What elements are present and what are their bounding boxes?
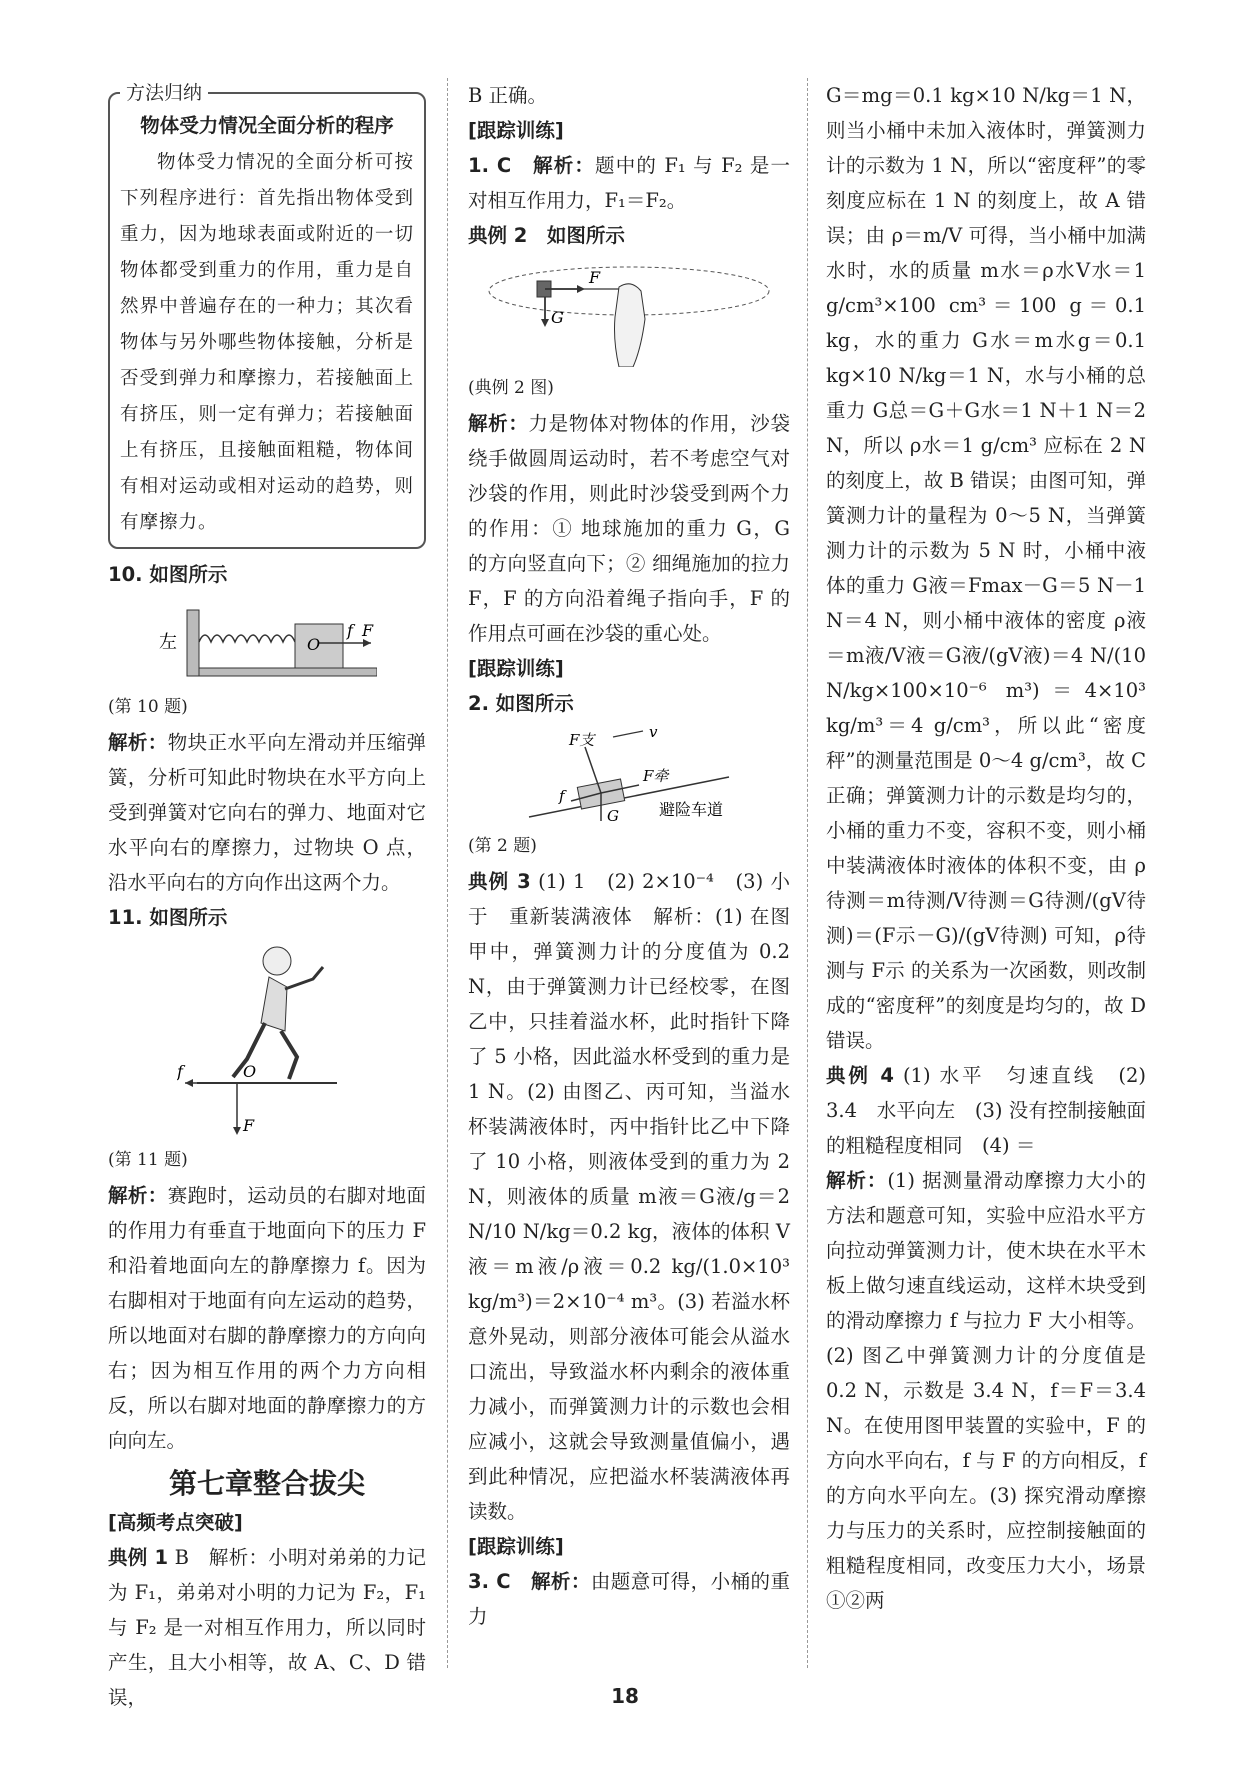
example2-analysis-label: 解析：	[468, 412, 529, 435]
q10-analysis-text: 物块正水平向左滑动并压缩弹簧，分析可知此时物块在水平方向上受到弹簧对它向右的弹力、地面对它水平向右的摩擦力，过物块 O 点，沿水平向右的方向作出这两个力。	[108, 731, 426, 894]
q10-label-left: 左	[159, 632, 177, 653]
q10-label-o: O	[307, 635, 321, 654]
q11-label-o: O	[243, 1062, 257, 1081]
q10-figure	[157, 596, 377, 686]
track-label-2: [跟踪训练]	[468, 657, 564, 680]
chapter-title: 第七章整合拔尖	[168, 1467, 365, 1500]
example2-heading: 典例 2 如图所示	[468, 224, 625, 247]
track2-label-f: f	[559, 787, 565, 805]
column-divider-2	[807, 78, 808, 1668]
page-number: 18	[611, 1684, 639, 1708]
q10-analysis-label: 解析：	[108, 731, 168, 754]
example4	[826, 1058, 1146, 1163]
q11-runner-arm	[285, 967, 323, 989]
track2-figure	[509, 725, 749, 825]
example2-caption: (典例 2 图)	[468, 378, 554, 398]
q10-label-F: F	[362, 621, 374, 640]
example2-label-F: F	[589, 268, 601, 287]
column-right	[826, 78, 1146, 1618]
example4-label: 典例 4	[826, 1064, 894, 1087]
q11-analysis-label: 解析：	[108, 1184, 168, 1207]
track-label-1: [跟踪训练]	[468, 119, 564, 142]
track1-answer	[468, 148, 790, 218]
track1-text: 题中的 F₁ 与 F₂ 是一对相互作用力，F₁＝F₂。	[468, 154, 790, 212]
example1-label: 典例 1	[108, 1546, 169, 1569]
example3-text: (1) 1 (2) 2×10⁻⁴ (3) 小于 重新装满液体 解析：(1) 在图甲中，弹簧测力计的分度值为 0.2 N，由于弹簧测力计已经校零，在图乙中，只挂着溢水杯，此时指针下降了 5 小格，因此溢水杯受到的重力是 1 N。(2) 由图乙、丙可知，当溢水杯装满液体时，丙中指针比乙中下降了 10 小格，则液体受到的重力为 2 N，则液体的质量 m液＝G液/g＝2 N/10 N/kg＝0.2 kg，液体的体积 V液＝m液/ρ液＝0.2 kg/(1.0×10³ kg/m³)＝2×10⁻⁴ m³。(3) 若溢水杯意外晃动，则部分液体可能会从溢水口流出，导致溢水杯内剩余的液体重力减小，而弹簧测力计的示数也会相应减小，这就会导致测量值偏小，遇到此种情况，应把溢水杯装满液体再读数。	[468, 870, 790, 1523]
method-body: 物体受力情况的全面分析可按下列程序进行：首先指出物体受到重力，因为地球表面或附近的一切物体都受到重力的作用，重力是自然界中普遍存在的一种力；其次看物体与另外哪些物体接触，分析是否受到弹力和摩擦力，若接触面上有挤压，则一定有弹力；若接触面上有挤压，且接触面粗糙，物体间有相对运动或相对运动的趋势，则有摩擦力。	[120, 152, 414, 533]
method-summary-box	[108, 82, 426, 549]
example4-analysis-label: 解析：	[826, 1169, 888, 1192]
q10-caption: (第 10 题)	[108, 697, 188, 717]
track2-heading: 2. 如图所示	[468, 692, 574, 715]
q10-heading: 10. 如图所示	[108, 563, 228, 586]
q11-caption: (第 11 题)	[108, 1150, 188, 1170]
example3-label: 典例 3	[468, 870, 531, 893]
q11-label-F: F	[243, 1116, 255, 1135]
example2-analysis-text: 力是物体对物体的作用，沙袋绕手做圆周运动时，若不考虑空气对沙袋的作用，则此时沙袋受到两个力的作用：① 地球施加的重力 G，G 的方向竖直向下；② 细绳施加的拉力 F，F 的方向沿着绳子指向手，F 的作用点可画在沙袋的重心处。	[468, 412, 790, 645]
q11-pressure-head	[233, 1127, 241, 1135]
example2-label-G: G	[551, 308, 564, 327]
example3	[468, 864, 790, 1529]
example2-hand	[615, 284, 646, 367]
track3-answer	[468, 1564, 790, 1634]
track2-label-Fz: F支	[569, 731, 595, 749]
example4-analysis-text: (1) 据测量滑动摩擦力大小的方法和题意可知，实验中应沿水平方向拉动弹簧测力计，使木块在水平木板上做匀速直线运动，这样木块受到的滑动摩擦力 f 与拉力 F 大小相等。(2) 图乙中弹簧测力计的分度值是 0.2 N，示数是 3.4 N，f＝F＝3.4 N。在使用图甲装置的实验中，F 的方向水平向右，f 与 F 的方向相反，f 的方向水平向左。(3) 探究滑动摩擦力与压力的关系时，应控制接触面的粗糙程度相同，改变压力大小，场景①②两	[826, 1169, 1146, 1612]
example2-analysis	[468, 406, 790, 651]
example2-arrow-head	[577, 285, 585, 293]
example2-gravity-head	[541, 319, 549, 327]
track3-label: 3. C 解析：	[468, 1570, 591, 1593]
q10-analysis	[108, 725, 426, 900]
q10-floor	[187, 668, 377, 676]
q11-friction-head	[185, 1079, 193, 1087]
col2-intro: B 正确。	[468, 84, 548, 107]
column-left	[108, 78, 426, 1715]
track3-text: 由题意可得，小桶的重力	[468, 1570, 790, 1628]
column-middle	[468, 78, 790, 1634]
q10-arrow-head	[363, 639, 371, 647]
example4-answer: (1) 水平 匀速直线 (2) 3.4 水平向左 (3) 没有控制接触面的粗糙程度相同 (4) ＝	[826, 1064, 1146, 1157]
q10-wall	[187, 610, 199, 676]
q11-analysis	[108, 1178, 426, 1458]
q11-label-f: f	[177, 1062, 183, 1081]
method-tag: 方法归纳	[120, 76, 208, 111]
q11-runner-leg-front	[281, 1031, 297, 1079]
column-divider-1	[447, 78, 448, 1668]
q11-runner-head	[263, 947, 291, 975]
q11-figure	[177, 939, 357, 1139]
method-title: 物体受力情况全面分析的程序	[140, 114, 394, 137]
track2-label-G: G	[607, 807, 619, 825]
track-label-3: [跟踪训练]	[468, 1535, 564, 1558]
section-label: [高频考点突破]	[108, 1511, 243, 1534]
example4-analysis	[826, 1163, 1146, 1618]
q11-runner-body	[261, 977, 287, 1031]
q10-spring	[199, 635, 295, 642]
track2-caption: (第 2 题)	[468, 836, 537, 856]
track2-label-Fq: F牵	[643, 767, 669, 785]
example1-text: B 解析：小明对弟弟的力记为 F₁，弟弟对小明的力记为 F₂，F₁ 与 F₂ 是一对相互作用力，所以同时产生，且大小相等，故 A、C、D 错误，	[108, 1546, 426, 1709]
q10-label-f: f	[347, 621, 353, 640]
track2-label-v: v	[649, 725, 658, 741]
track2-label-road: 避险车道	[659, 800, 724, 819]
track1-label: 1. C 解析：	[468, 154, 596, 177]
q11-heading: 11. 如图所示	[108, 906, 228, 929]
example2-figure	[479, 257, 779, 367]
track3-continued: G＝mg＝0.1 kg×10 N/kg＝1 N，则当小桶中未加入液体时，弹簧测力计的示数为 1 N，所以“密度秤”的零刻度应标在 1 N 的刻度上，故 A 错误；由 ρ＝m/V 可得，当小桶中加满水时，水的质量 m水＝ρ水V水＝1 g/cm³×100 cm³＝100 g＝0.1 kg，水的重力 G水＝m水g＝0.1 kg×10 N/kg＝1 N，水与小桶的总重力 G总＝G＋G水＝1 N＋1 N＝2 N，所以 ρ水＝1 g/cm³ 应标在 2 N 的刻度上，故 B 错误；由图可知，弹簧测力计的量程为 0～5 N，当弹簧测力计的示数为 5 N 时，小桶中液体的重力 G液＝Fmax－G＝5 N－1 N＝4 N，则小桶中液体的密度 ρ液＝m液/V液＝G液/(gV液)＝4 N/(10 N/kg×100×10⁻⁶ m³)＝4×10³ kg/m³＝4 g/cm³，所以此“密度秤”的测量范围是 0～4 g/cm³，故 C 正确；弹簧测力计的示数是均匀的，小桶的重力不变，容积不变，则小桶中装满液体时液体的体积不变，由 ρ待测＝m待测/V待测＝G待测/(gV待测)＝(F示－G)/(gV待测) 可知，ρ待测与 F示 的关系为一次函数，则改制成的“密度秤”的刻度是均匀的，故 D 错误。	[826, 84, 1146, 1052]
track2-velocity-arrow	[613, 731, 643, 737]
q11-analysis-text: 赛跑时，运动员的右脚对地面的作用力有垂直于地面向下的压力 F 和沿着地面向左的静摩擦力 f。因为右脚相对于地面有向左运动的趋势，所以地面对右脚的静摩擦力的方向向右；因为相互作用的两个力方向相反，所以右脚对地面的静摩擦力的方向向左。	[108, 1184, 426, 1452]
